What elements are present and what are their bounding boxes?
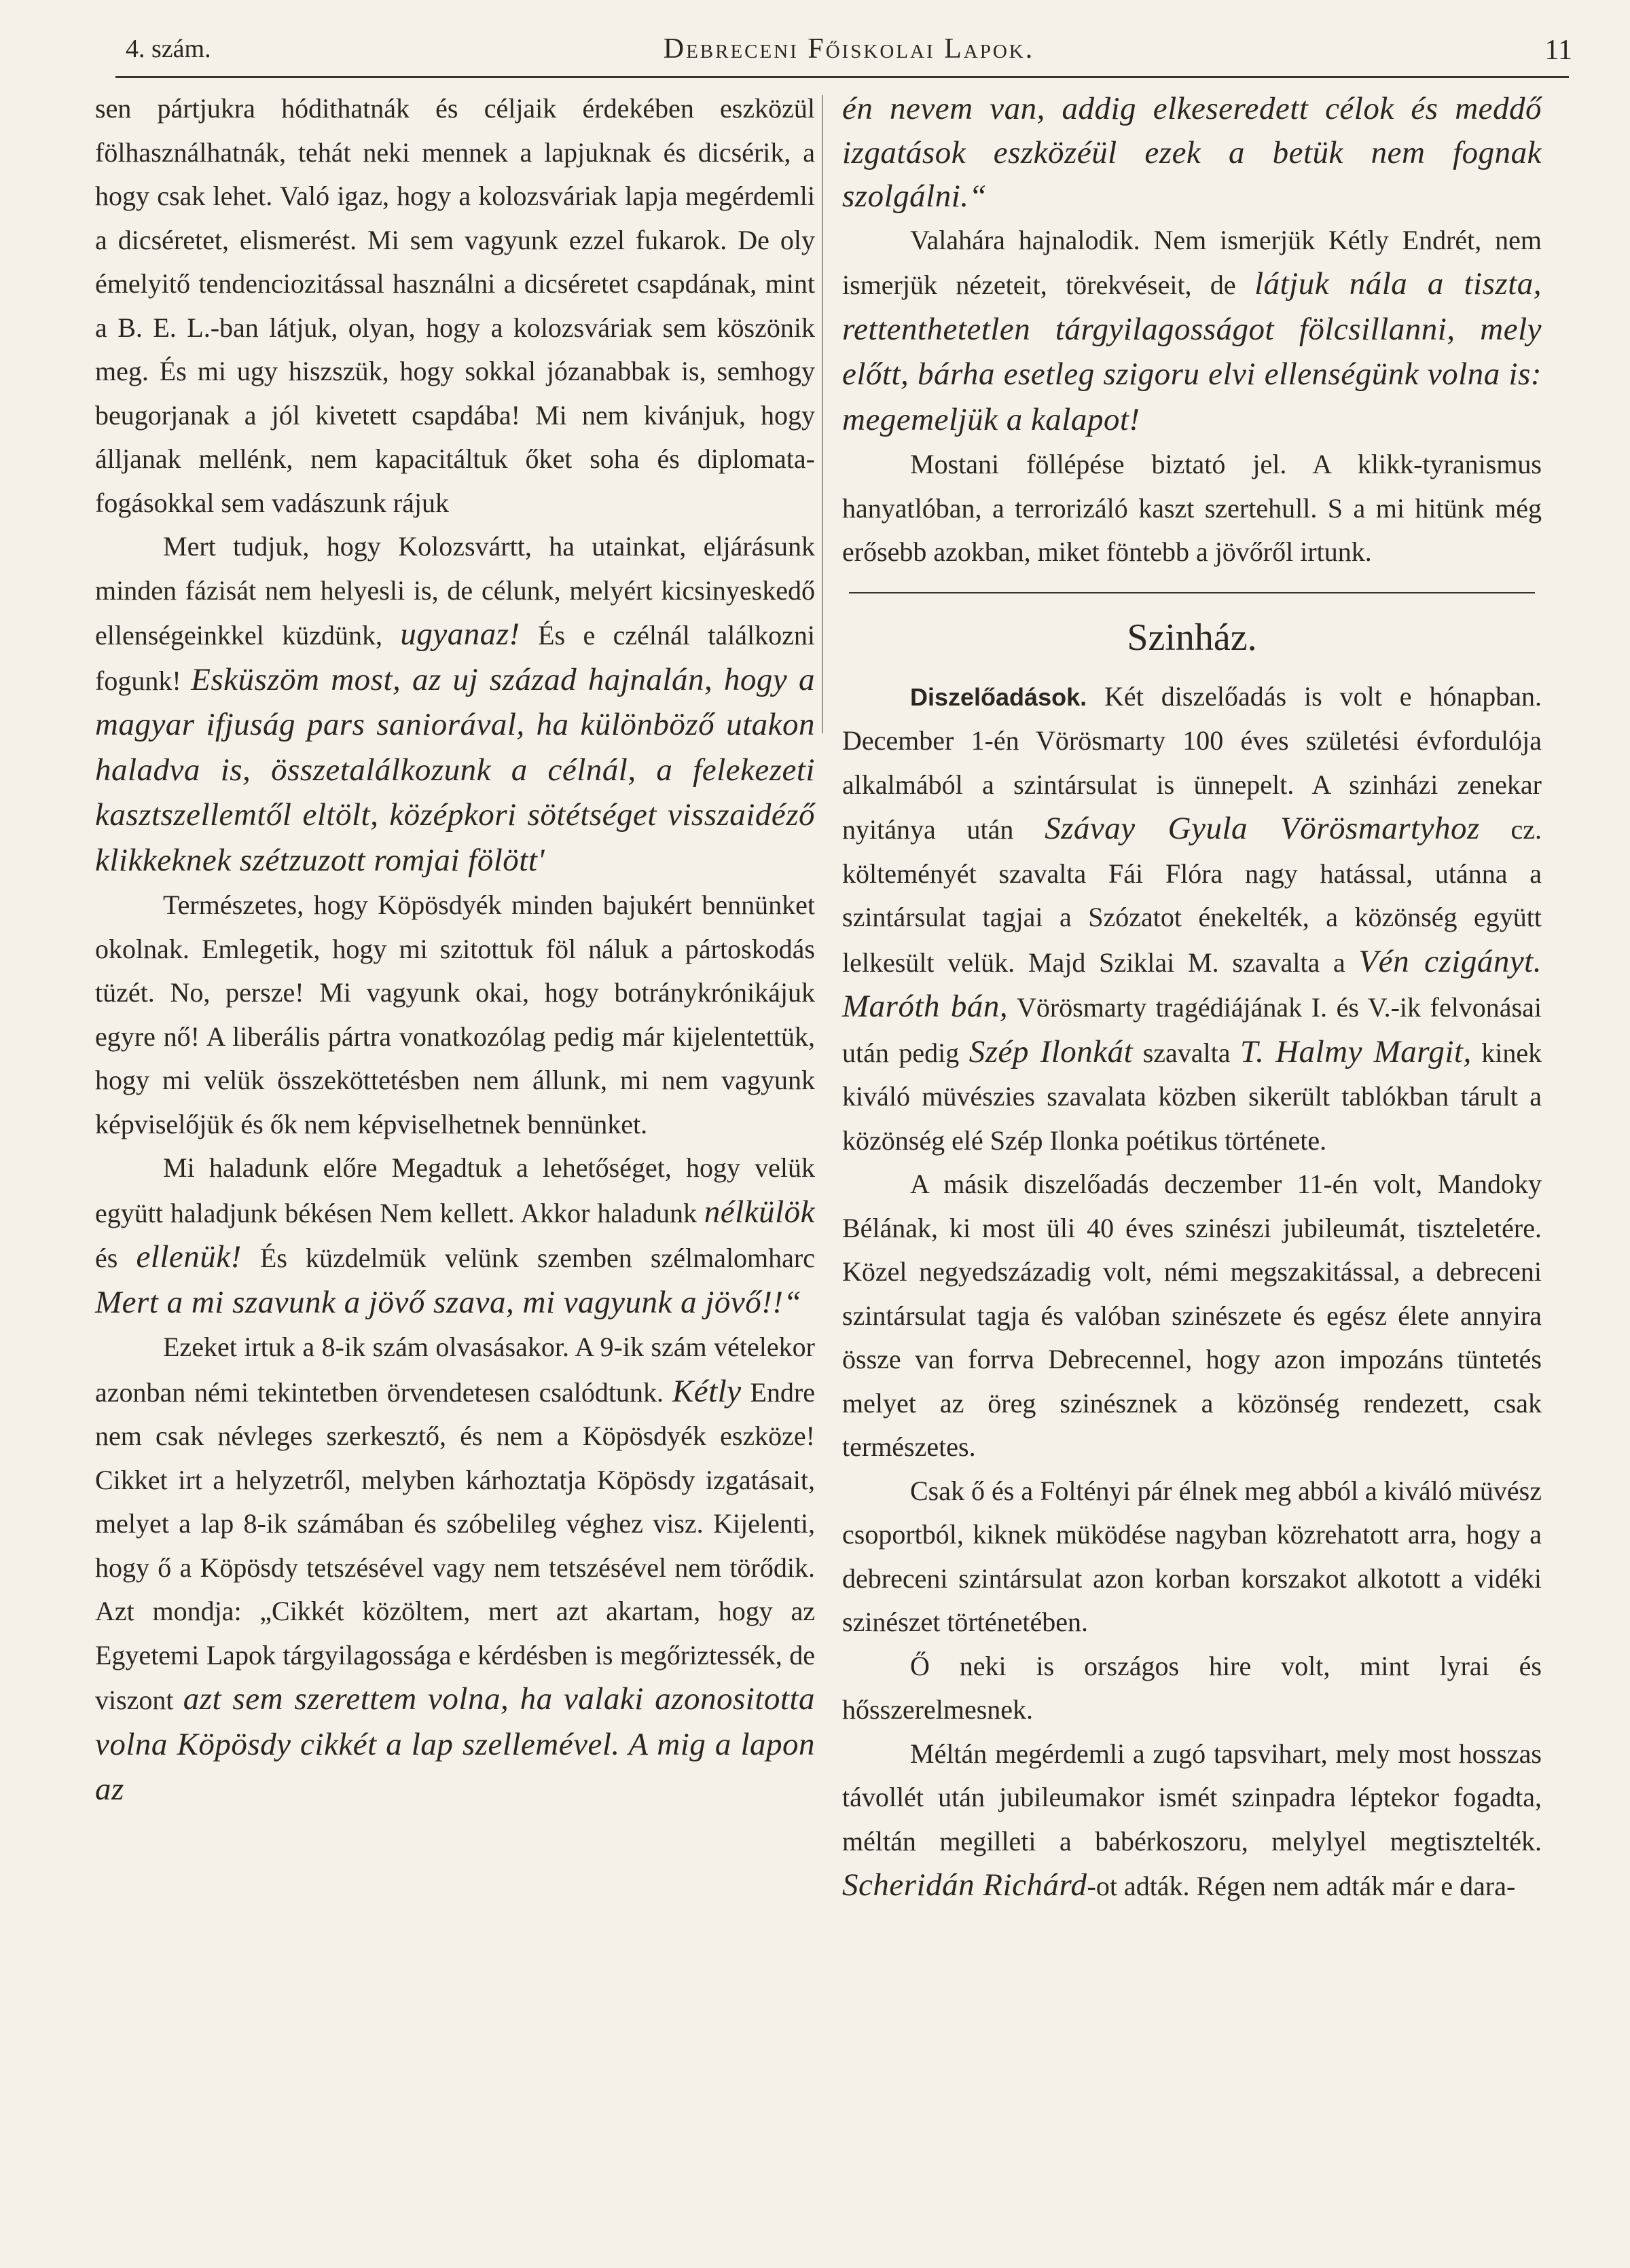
- column-divider: [822, 95, 823, 733]
- left-column: [95, 87, 815, 1813]
- right-paragraph-2: [842, 219, 1542, 443]
- left-paragraph-5: [95, 1325, 815, 1813]
- journal-title: Debreceni Főiskolai Lapok.: [663, 33, 1035, 65]
- left-paragraph-3: Természetes, hogy Köpösdyék minden bajukért bennünket okolnak. Emlegetik, hogy mi szitottuk föl náluk a pártoskodás tüzét. No, persze! Mi vagyunk okai, hogy botránykrónikájuk egyre nő! A liberális pártra vonatkozólag pedig már kijelentettük, hogy mi velük összeköttetésben nem állunk, mi nem vagyunk képviselőjük és ők nem képviselhetnek bennünket.: [95, 890, 815, 1139]
- right-paragraph-1: én nevem van, addig elkeseredett célok és meddő izgatások eszközéül ezek a betük nem fognak szolgálni.“: [842, 91, 1542, 214]
- page-header: [126, 27, 1572, 76]
- right-p4-italic-szep-ilonka: Szép Ilonkát: [968, 1034, 1134, 1069]
- right-p8-italic-scheridan: Scheridán Richárd: [842, 1867, 1087, 1903]
- section-rule: [849, 592, 1535, 593]
- left-paragraph-1: sen pártjukra hódithatnák és céljaik érdekében eszközül fölhasználhatnák, tehát neki mennek a lapjuknak és dicsérik, a hogy csak lehet. Való igaz, hogy a kolozsváriak lapja megérdemli a dicséretet, elismerést. Mi sem vagyunk ezzel fukarok. De oly émelyitő tendenciozitással használni a dicséretet csapdának, mint a B. E. L.-ban látjuk, olyan, hogy a kolozsváriak sem köszönik meg. És mi ugy hiszszük, hogy sokkal józanabbak is, semhogy beugorjanak a jól kivetett csapdába! Mi nem kivánjuk, hogy álljanak mellénk, nem kapacitáltuk őket soha és diplomata-fogásokkal sem vadászunk rájuk: [95, 93, 815, 518]
- left-p5-text-c: Endre nem csak névleges szerkesztő, és nem a Köpösdyék eszköze! Cikket irt a helyzetről, melyben kárhoztatja Köpösdy izgatásait, melyet a lap 8-ik számában és szóbelileg véghez visz. Kijelenti, hogy ő a Köpösdy tetszésével vagy nem tetszésével nem törődik. Azt mondja: „Cikkét közöltem, mert azt akartam, hogy az Egyetemi Lapok tárgyilagossága e kérdésben is megőriztessék, de viszont: [95, 1376, 815, 1715]
- left-p4-italic-ellenuk: ellenük!: [136, 1239, 242, 1275]
- left-p5-text-a: Ezeket irtuk a 8-ik szám olvasásakor. A 9-ik szám vételekor azonban némi tekintetben örvendetesen csalódtunk.: [95, 1332, 815, 1408]
- right-p4-italic-ven-czigany: Vén czigányt. Maróth bán,: [842, 943, 1542, 1024]
- left-p4-text-e: És küzdelmük velünk szemben szélmalomharc: [259, 1243, 815, 1273]
- right-p8-text-c: -ot adták. Régen nem adták már e dara-: [1087, 1871, 1516, 1901]
- left-p2-text-c: És e czélnál találkozni fogunk!: [95, 620, 815, 696]
- left-p4-italic-jovo: Mert a mi szavunk a jövő szava, mi vagyunk a jövő!!“: [95, 1284, 802, 1320]
- left-p4-text-a: Mi haladunk előre Megadtuk a lehetőséget, hogy velük együtt haladjunk békésen Nem kellett. Akkor haladunk: [95, 1152, 815, 1228]
- left-p5-italic-ketly: Kétly: [672, 1373, 742, 1409]
- right-paragraph-5: A másik diszelőadás deczember 11-én volt, Mandoky Bélának, ki most üli 40 éves szinészi jubileumát, tiszteletére. Közel negyedszázadig volt, némi megszakitással, a debreceni szintársulat tagja és valóban szinészete és egész élete annyira össze van forrva Debrecennel, hogy azon impozáns tüntetés melyet az öreg szinésznek a közönség rendezett, csak természetes.: [842, 1169, 1542, 1462]
- left-p4-text-es: és: [95, 1243, 118, 1273]
- right-paragraph-4: [842, 675, 1542, 1163]
- section-title-szinhaz: Szinház.: [1127, 616, 1257, 659]
- right-paragraph-7: Ő neki is országos hire volt, mint lyrai és hősszerelmesnek.: [842, 1650, 1542, 1725]
- left-p2-oath-italic: Esküszöm most, az uj század hajnalán, hogy a magyar ifjuság pars saniorával, ha különböző utakon haladva is, összetalálkozunk a célnál, a felekezeti kasztszellemtől eltölt, középkori sötétséget visszaidéző klikkeknek szétzuzott romjai fölött': [95, 661, 815, 878]
- issue-number: 4. szám.: [126, 35, 211, 63]
- page-number: 11: [1544, 35, 1572, 66]
- right-p4-italic-szavay: Szávay Gyula Vörösmartyhoz: [1045, 811, 1480, 846]
- left-p2-italic-ugyanaz: ugyanaz!: [400, 617, 520, 652]
- left-p2-text-a: Mert tudjuk, hogy Kolozsvártt, ha utainkat, eljárásunk minden fázisát nem helyesli is, de célunk, melyért kicsinyeskedő ellenségeinkkel küzdünk,: [95, 531, 815, 651]
- right-p4-italic-halmy: T. Halmy Margit,: [1240, 1034, 1472, 1069]
- header-rule: [115, 76, 1569, 78]
- runin-heading-diszeloadasok: Diszelőadások.: [910, 682, 1087, 711]
- right-p2-text-a: Valahára hajnalodik. Nem ismerjük Kétly Endrét, nem ismerjük nézeteit, törekvéseit, de: [842, 224, 1542, 300]
- right-p8-text-a: Méltán megérdemli a zugó tapsvihart, mely most hosszas távollét után jubileumakor ismét szinpadra léptekor fogadta, méltán megilleti a babérkoszoru, melylyel megtisztelték.: [842, 1738, 1542, 1857]
- right-paragraph-6: Csak ő és a Foltényi pár élnek meg abból a kiváló müvész csoportból, kiknek müködése nagyban közrehatott arra, hogy a debreceni szintársulat azon korban korszakot alkotott a vidéki szinészet történetében.: [842, 1475, 1542, 1637]
- right-column: [842, 87, 1542, 1909]
- right-p4-text-i: kinek kiváló müvészies szavalata közben sikerült tablókban tárult a közönség elé Szép Ilonka poétikus története.: [842, 1037, 1542, 1156]
- left-p5-italic-quote: azt sem szerettem volna, ha valaki azonositotta volna Köpösdy cikkét a lap szellemével. A mig a lapon az: [95, 1681, 816, 1807]
- left-paragraph-4: [95, 1146, 815, 1325]
- right-paragraph-8: [842, 1732, 1542, 1909]
- right-p4-text-g: szavalta: [1142, 1037, 1231, 1068]
- left-paragraph-2: [95, 525, 815, 883]
- right-p2-italic: látjuk nála a tiszta, rettenthetetlen tárgyilagosságot fölcsillanni, mely előtt, bárha esetleg szigoru elvi ellenségünk volna is: megemeljük a kalapot!: [842, 266, 1542, 437]
- left-p4-italic-nelkulok: nélkülök: [704, 1194, 815, 1230]
- right-p4-text-a: Két diszelőadás is volt e hónapban. December 1-én Vörösmarty 100 éves születési évfordulója alkalmából a szintársulat is ünnepelt. A szinházi zenekar nyitánya után: [842, 680, 1542, 845]
- right-paragraph-3: Mostani föllépése biztató jel. A klikk-tyranismus hanyatlóban, a terrorizáló kaszt szertehull. S a mi hitünk még erősebb azokban, miket föntebb a jövőről irtunk.: [842, 449, 1542, 567]
- right-p4-text-c: cz. költeményét szavalta Fái Flóra nagy hatással, utánna a szintársulat tagjai a Szózatot énekelték, a közönség együtt lelkesült velük. Majd Sziklai M. szavalta a: [842, 814, 1542, 978]
- right-p4-text-e: Vörösmarty tragédiájának I. és V.-ik felvonásai után pedig: [842, 992, 1542, 1068]
